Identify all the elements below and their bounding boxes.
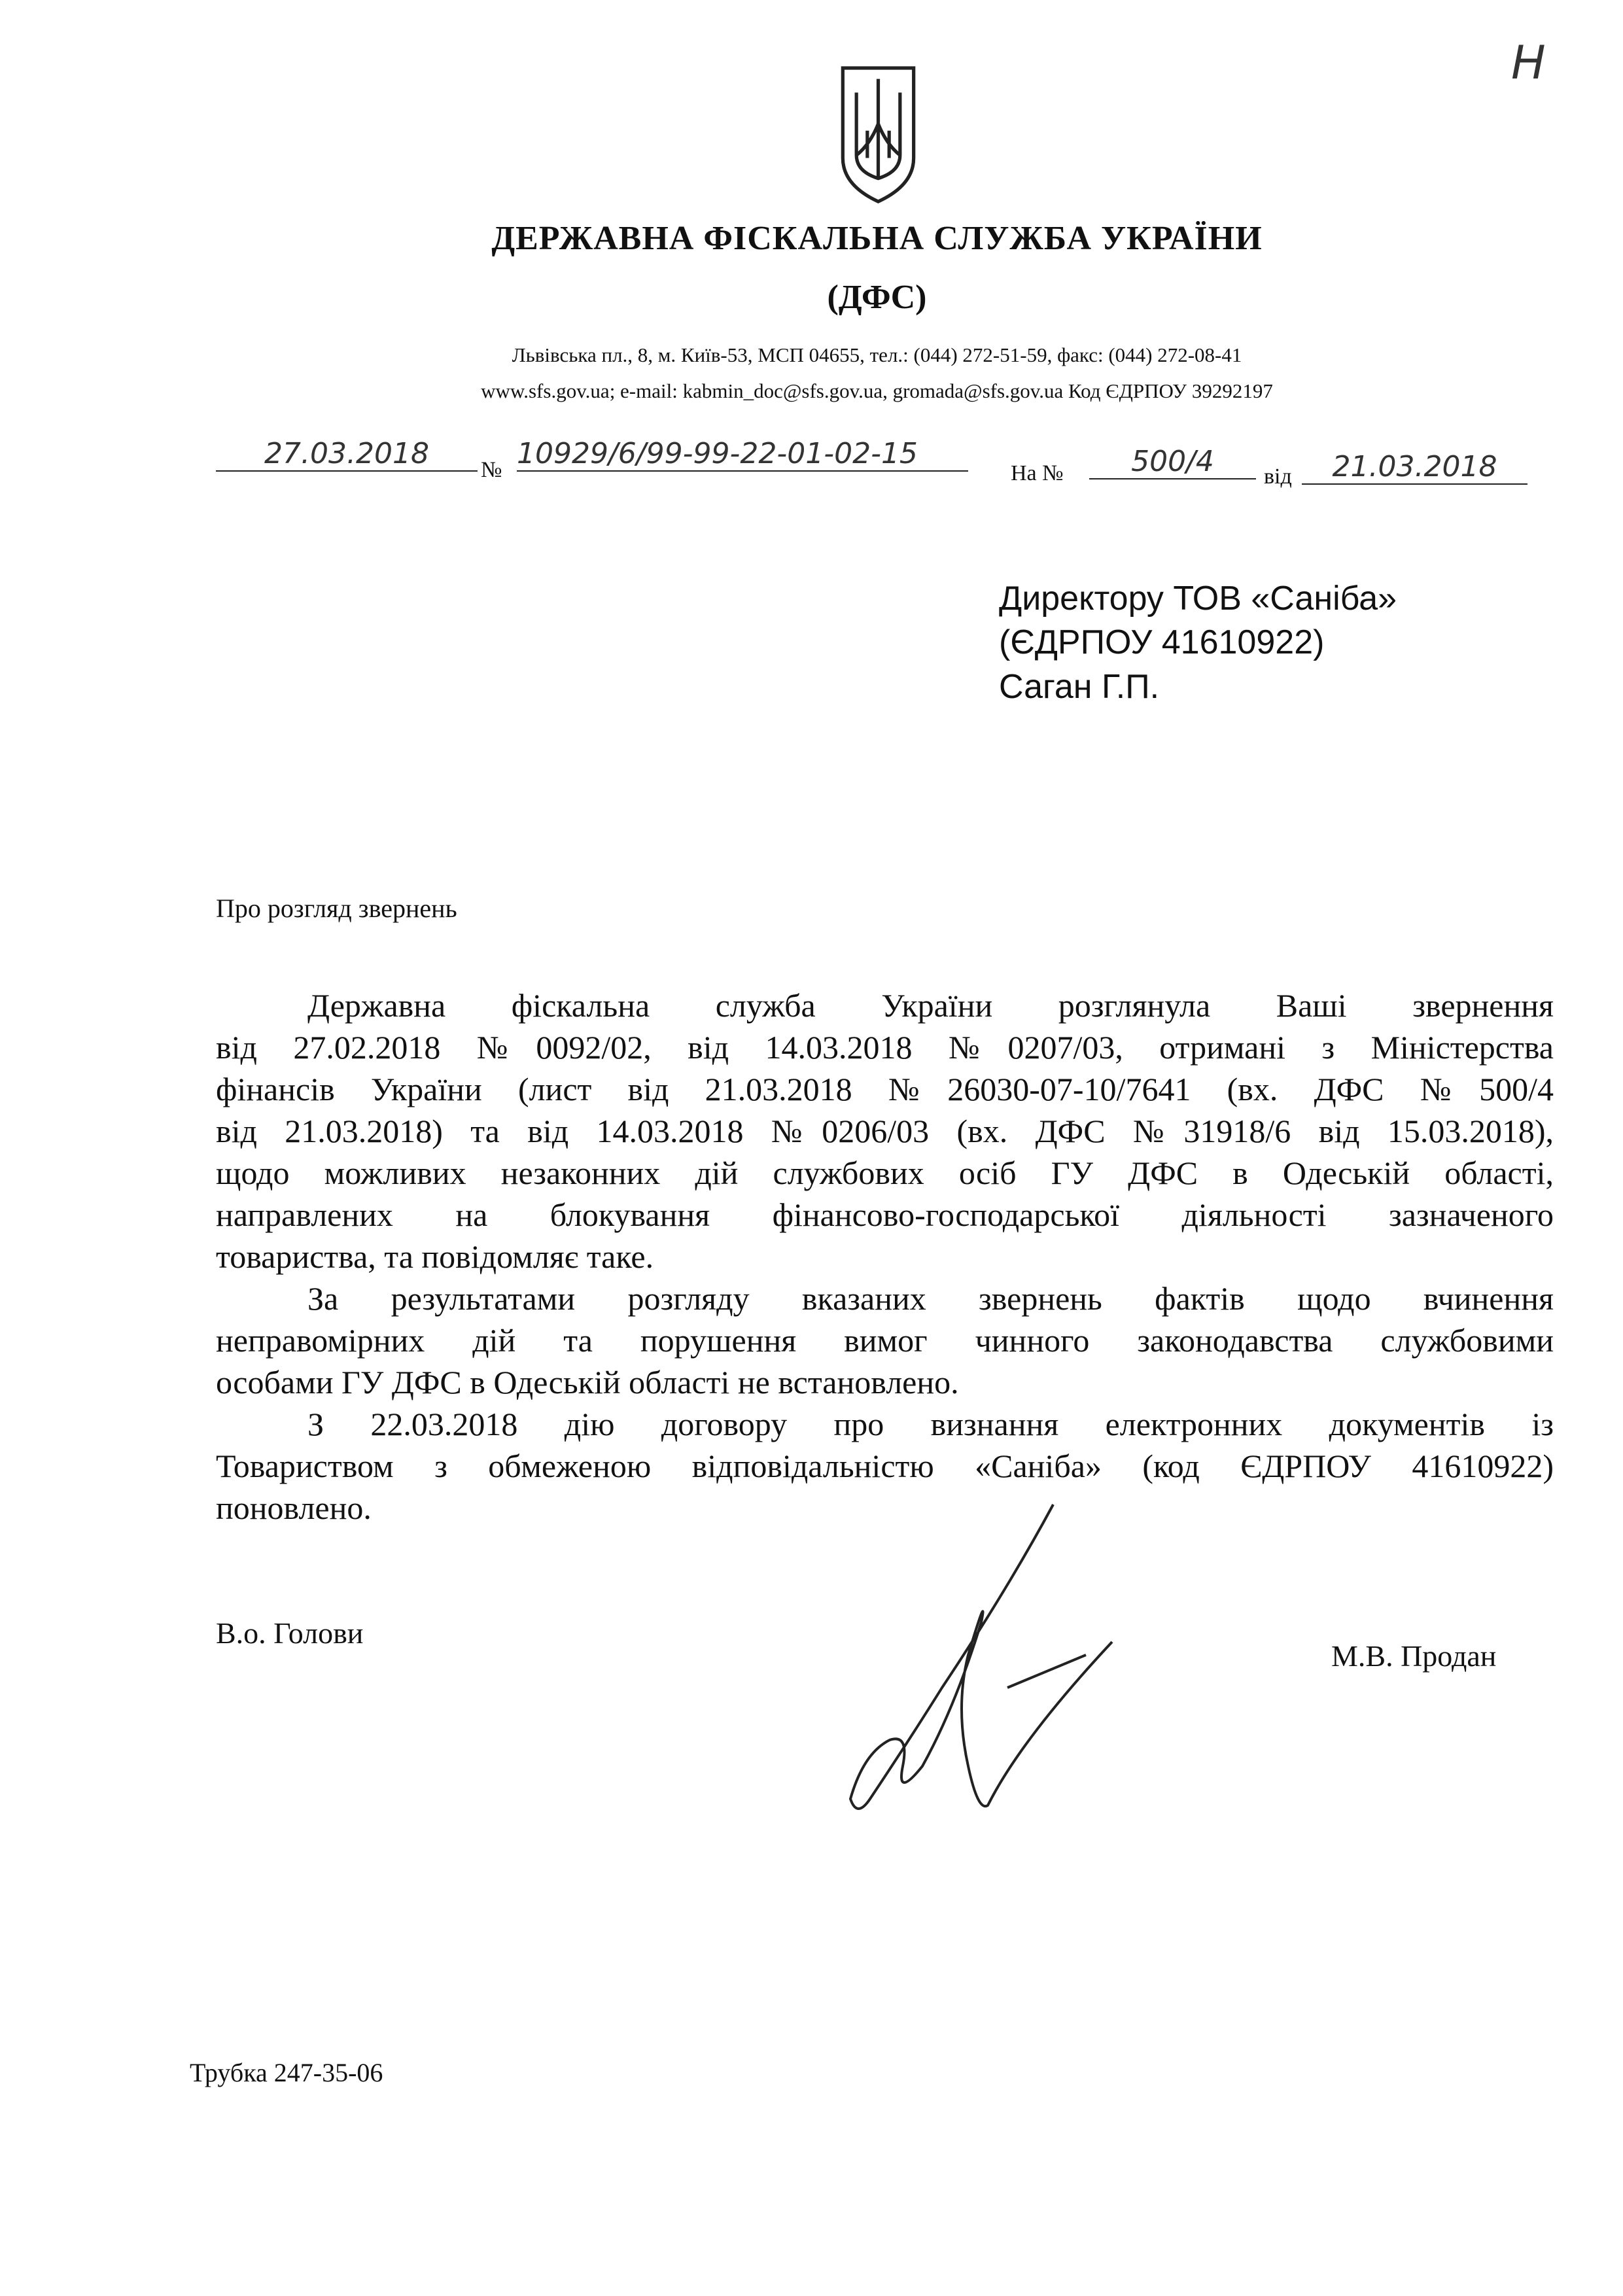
body-line: товариства, та повідомляє таке. <box>216 1238 654 1275</box>
body-line: неправомірних дій та порушення вимог чинного законодавства службовими <box>216 1322 1554 1359</box>
body-line: За результатами розгляду вказаних звернень фактів щодо вчинення <box>307 1280 1554 1317</box>
signatory-position: В.о. Голови <box>216 1616 364 1650</box>
body-line: від 21.03.2018) та від 14.03.2018 №0206/03 (вх. ДФС №31918/6 від 15.03.2018), <box>216 1113 1554 1149</box>
organization-title: ДЕРЖАВНА ФІСКАЛЬНА СЛУЖБА УКРАЇНИ <box>491 220 1263 257</box>
corner-handwritten-mark: Н <box>1511 36 1546 90</box>
reference-date: 21.03.2018 <box>1302 450 1527 485</box>
letter-subject: Про розгляд звернень <box>216 894 457 923</box>
addressee-line: (ЄДРПОУ 41610922) <box>999 623 1325 661</box>
outgoing-date: 27.03.2018 <box>216 437 478 472</box>
reference-label: На № <box>1011 461 1064 485</box>
reference-number: 500/4 <box>1089 445 1256 479</box>
addressee-line: Директору ТОВ «Саніба» <box>999 580 1397 617</box>
body-line: поновлено. <box>216 1489 372 1526</box>
body-line: направлених на блокування фінансово-господарської діяльності зазначеного <box>216 1196 1554 1233</box>
addressee-line: Саган Г.П. <box>999 668 1160 706</box>
body-line: фінансів України (лист від 21.03.2018 №26030-07-10/7641 (вх. ДФС №500/4 <box>216 1071 1554 1107</box>
signatory-name: М.В. Продан <box>1331 1639 1497 1673</box>
outgoing-number: 10929/6/99-99-22-01-02-15 <box>517 437 968 472</box>
number-label: № <box>481 458 502 482</box>
body-line: Товариством з обмеженою відповідальністю «Саніба» (код ЄДРПОУ 41610922) <box>216 1448 1554 1484</box>
address-line: Львівська пл., 8, м. Київ-53, МСП 04655, тел.: (044) 272-51-59, факс: (044) 272-08-41 <box>512 343 1242 366</box>
body-line: від 27.02.2018 №0092/02, від 14.03.2018 №0207/03, отримані з Міністерства <box>216 1029 1554 1066</box>
contacts-line: www.sfs.gov.ua; e-mail: kabmin_doc@sfs.gov.ua, gromada@sfs.gov.ua Код ЄДРПОУ 39292197 <box>481 379 1273 402</box>
body-line: особами ГУ ДФС в Одеській області не встановлено. <box>216 1364 959 1400</box>
contact-phone: Трубка 247-35-06 <box>190 2058 383 2087</box>
reference-from-label: від <box>1264 464 1292 489</box>
body-line: З 22.03.2018 дію договору про визнання електронних документів із <box>307 1406 1554 1442</box>
handwritten-signature <box>811 1491 1125 1832</box>
letter-body <box>216 984 1554 1529</box>
body-line: щодо можливих незаконних дій службових осіб ГУ ДФС в Одеській області, <box>216 1155 1554 1191</box>
body-line: Державна фіскальна служба України розглянула Ваші звернення <box>307 987 1554 1024</box>
coat-of-arms-trident-icon <box>837 62 919 206</box>
organization-abbreviation: (ДФС) <box>827 279 927 316</box>
